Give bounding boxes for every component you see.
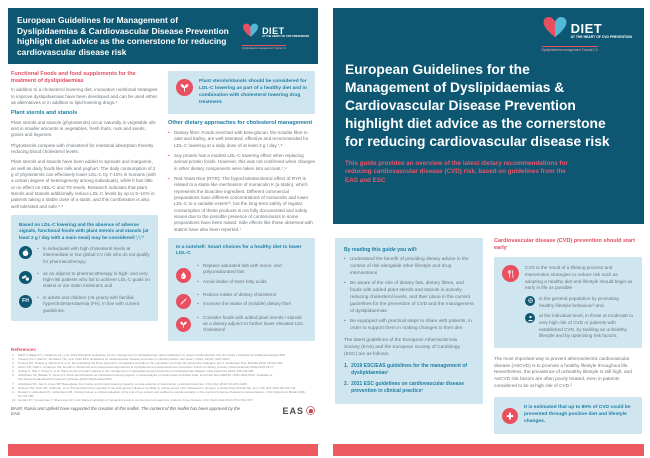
cvd-estimate-text: It is estimated that up to 80% of CVD could be prevented through positive diet and lifestyle changes.: [524, 405, 631, 425]
main-subtitle: This guide provides an overview of the latest dietary recommendations for reducing cardiovascular disease (CVD) risk, based on guidelines from the EAS and ESC: [345, 159, 568, 185]
diet-logo: [542, 16, 632, 52]
cvd-prevention-heading: Cardiovascular disease (CVD) prevention should start early: [494, 238, 635, 252]
nutshell-box: [168, 238, 315, 341]
nutshell-item: • Avoid intake of trans fatty acids: [197, 279, 307, 285]
left-page: [8, 8, 318, 456]
cvd-lifelong-text: CVD is the result of a lifelong process and intervention strategies to reduce risk such as adopting a healthy diet and lifestyle should begin as early in life as possible: [525, 265, 633, 291]
diet-logo: [242, 23, 309, 50]
sponsor-note: BASF, Raisio and Upfield have supported the creation of this leaflet. The content of this leaflet has been approved by the EAS.: [11, 405, 240, 416]
tomato-icon: [19, 246, 32, 259]
eas-logo-text: EAS: [282, 405, 304, 416]
heart-logo-icon: [542, 16, 568, 44]
plant-sterols-paragraph-3: Plant sterols and stanols have been added to spreads and margarine, as well as dairy foods like milk and yoghurt. The daily consumption of 2 g of phytosterols can effectively lower LDL-C by 7-10% in humans (with a certain degree of heterogeneity among individuals), while it has little or no effect on HDL-C and TG levels. Research indicates that plant sterols and stanols additionally reduce LDL-C levels by up to 5–10% in patients taking a stable dose of a statin, and this combination is also well tolerated and safe.⁵,⁶: [11, 159, 156, 209]
nutshell-item: • Increase the intake of (soluble) dietary fibre: [197, 301, 307, 307]
consider-box-intro: Based on LDL-C lowering and the absence of adverse signals, functional foods with plant sterols and stanols (at least 2 g / day with a main meal) may be considered:¹,³,¹¹: [19, 221, 149, 240]
reference-item: AbuMweis SS, Barake R, Jones PJ. Plant sterols/stanols as cholesterol lowering agents: a meta-analysis of randomized controlled trials. Food Nutr Res 2008;52. ISSN 1654-661X. Available at: http://www.foodandnutritionresearch.net/index.php/fnr/article/view/1811: [18, 373, 273, 382]
pills-icon: [19, 271, 32, 284]
references-title: References: [11, 346, 36, 352]
nutshell-item: • Replace saturated fats with mono- and polyunsaturated fats: [197, 263, 307, 276]
consider-item-text: • in adults and children (>6 years) with familial hypercholesterolaemia (FH), in line with current guidelines.: [37, 295, 150, 314]
cvd-lifelong-content: [525, 265, 634, 340]
right-page-bottom-bar: [333, 444, 644, 456]
guide-box-title: By reading this guide you will:: [344, 247, 418, 253]
references-section: [8, 341, 318, 402]
cutlery-icon: [502, 265, 519, 282]
right-page: [333, 8, 644, 456]
reference-item: Gylling H, Plat J, Turley S, et al. Plant sterols and plant stanols in the management of dyslipidaemia and prevention of cardiovascular disease. Atherosclerosis 2014; 232:346-360.: [18, 369, 255, 374]
left-page-header: [8, 8, 318, 64]
eas-emblem-icon: [306, 406, 315, 415]
reference-item: Visseren FLJ, Mach F, Smulders YM, et al. 2021 ESC Guidelines on cardiovascular disease prevention in clinical practice. Eur Heart J 2021; 42(34): 3227-3337.: [18, 357, 231, 362]
left-page-bottom-bar: [8, 444, 318, 456]
soy-protein-bullet: • Soy protein has a modest LDL-C lowering effect when replacing animal protein foods. However, this was not confirmed when changes in other dietary components were taken into account.⁷,⁹: [168, 153, 315, 172]
left-column-1: [11, 71, 158, 341]
left-column-2: [168, 71, 315, 341]
nutshell-item: • Consider foods with added plant sterols / stanols as a dietary adjunct to further lower elevated LDL-cholesterol: [197, 315, 307, 334]
guide-bullet: • Be equipped with practical steps to share with patients, in order to support them in making changes to their diet: [344, 319, 474, 333]
reference-item: Dewell A, Hollenbeck PL, Hollenbeck CB. Clinical review: a critical evaluation of the role of soy protein and isoflavone supplementation in the control of plasma cholesterol concentrations. J Clin Endocrinol Metab 2006; 91:772-780.: [18, 389, 306, 398]
reference-item: Mach F, Baigent C, Catapano AL, et al. 2019 ESC/EAS Guidelines for the management of dyslipidaemias: lipid modification to reduce cardiovascular risk. Eur Heart J 2019;doi:10.1093/eurheartj/ehz455.: [18, 353, 286, 358]
globe-icon: [525, 296, 535, 306]
sprout-icon: [176, 79, 193, 96]
oil-drop-icon: [176, 268, 191, 283]
reference-item: Sirtori CR, Galli C, Anderson JW, Arnoldi A. Nutritional and nutraceutical approaches to dyslipidemia and atherosclerosis prevention: Focus on dietary proteins. Atherosclerosis 2009;203(1):8-17.: [18, 365, 275, 370]
sterols-consider-box: [11, 215, 158, 321]
nutshell-title: In a nutshell: Smart choices for a healthy diet to lower LDL-C: [176, 244, 302, 257]
logo-tagline: AT THE HEART OF CVD PREVENTION: [570, 34, 632, 39]
logo-subtagline: Dyslipidaemia management Tutorial 2.0: [242, 46, 286, 50]
sterols-highlight-box: [168, 71, 315, 114]
functional-foods-paragraph: In addition to a cholesterol lowering diet, innovative nutritional strategies to improve dyslipidaemias have been developed and can be used either as alternatives or in addition to lipid-lowering drugs.⁴: [11, 87, 158, 105]
sprout-icon: [176, 317, 191, 332]
eas-logo: [282, 406, 315, 416]
right-column-2: [494, 238, 642, 434]
person-icon: [525, 313, 535, 323]
plant-sterols-paragraph-2: Phytosterols compete with cholesterol for intestinal absorption thereby reducing blood cholesterol levels.: [11, 142, 154, 155]
plus-icon: [502, 408, 518, 424]
ascvd-paragraph: The most important way to prevent atherosclerotic cardiovascular disease (ASCVD) is to promote a healthy lifestyle throughout life. Nevertheless, the prevalence of unhealthy lifestyle is still high, and ASCVD risk factors are often poorly treated, even in patients considered to be at high risk of CVD.²: [494, 356, 632, 388]
other-approaches-heading: Other dietary approaches for cholesterol management: [168, 120, 313, 127]
nutshell-item: • Reduce intake of dietary cholesterol: [197, 292, 307, 298]
cvd-sub-item: in the general population by promoting healthy lifestyle behaviour³ and: [539, 295, 619, 308]
logo-tagline: AT THE HEART OF CVD PREVENTION: [262, 35, 309, 39]
functional-foods-heading: Functional Foods and food supplements for the treatment of dyslipidaemias: [11, 71, 136, 84]
logo-subtagline: Dyslipidaemia management Tutorial 2.0: [541, 48, 598, 52]
plant-sterols-heading: Plant sterols and stanols: [11, 110, 78, 117]
cvd-lifelong-box: [494, 257, 642, 348]
dietary-fibre-bullet: • Dietary fibre: Foods enriched with beta-glucan, the soluble fibre in oats and barley, are well tolerated, effective and recommended for LDL-C lowering at a daily dose of at least 3 g / day.⁷,⁸: [168, 130, 315, 149]
reference-item: Wolever TM, Tosh SM, Gibbs AL, et al. Physicochemical properties of oat beta-glucan influence its ability to reduce serum LDL cholesterol in humans: a randomized clinical trial. Am J Clin Nutr 2010;92:723-732.: [18, 385, 297, 390]
sterols-highlight-text: Plant sterols/stanols should be considered for LDL-C lowering as part of a healthy diet and in combination with cholesterol lowering drug treatment.: [199, 79, 307, 105]
reference-item: AbuMweis SS, Jew S, Ames NP. Beta-glucan from barley and its lipid lowering capacity: a meta-analysis of randomized, controlled trials. Eur J Clin Nutr 2010; 64:1472-1480.: [18, 381, 248, 386]
guide-overview-box: [335, 238, 483, 404]
wheat-icon: [176, 294, 191, 309]
consider-item-text: • in individuals with high cholesterol levels at intermediate or low global CV risk who do not qualify for pharmacotherapy;: [37, 246, 150, 265]
guideline-item-1: 1. 2019 ESC/EAS guidelines for the management of dyslipidaemias¹: [344, 363, 468, 377]
guideline-item-2: 2. 2021 ESC guidelines on cardiovascular disease prevention in clinical practice²: [344, 381, 465, 395]
reference-item: Gordon RY, Cooperman T, Obermeyer W, et al. Marked variability of monacolin levels in commercial red yeast rice products: buyer beware. Arch Intern Med 2010;170:1722-1727.: [18, 397, 254, 402]
plant-sterols-paragraph-1: Plant sterols and stanols (phytosterols) occur naturally in vegetable oils and in smaller amounts in vegetables, fresh fruits, nuts and seeds, grains and legumes.: [11, 119, 156, 138]
logo-name: DIET: [262, 26, 285, 37]
main-title: European Guidelines for the Management of Dyslipidaemias & Cardiovascular Disease Prevention highlight diet advice as the cornerstone for reducing cardiovascular disease risk: [345, 62, 610, 149]
left-page-title: European Guidelines for Management of Dyslipidaemias & Cardiovascular Disease Prevention highlight diet advice as the cornerstone for reducing cardiovascular disease risk: [17, 15, 229, 57]
guide-outro: The latest guidelines of the European Atherosclerosis Society (EAS) and the European Society of Cardiology (ESC) are as follows:: [344, 337, 460, 357]
right-page-hero: [333, 8, 644, 224]
right-column-1: [335, 238, 483, 434]
reference-item: Cooney MT, Dudina A, Whincup P, et al. Re-evaluating the Rose approach: comparative benefits of the population and high-risk preventive strategies. Eur J Cardiovasc Prev Rehabil 2009; 16:541-549.: [18, 361, 284, 366]
logo-name: DIET: [570, 20, 603, 36]
cvd-sub-item: at the individual level, in those at moderate to very high risk of CVD or patients with established CVD, by tackling an unhealthy lifestyle and by optimising risk factors.: [539, 313, 634, 339]
red-yeast-rice-bullet: • Red Yeast Rice (RYR): The hypocholesterolemic effect of RYR is related to a statin-like mechanism of monacolin K (a statin), which represents the bioactive ingredient. Different commercial preparations have different concentrations of monacolin and lower LDL-C to a variable extent¹⁰, but the long-term safety of regular consumption of these products is not fully documented and safety issues due to the possible presence of contaminants in some preparations have been raised. Side effects like those observed with statins have also been reported.⁷: [168, 176, 315, 233]
cvd-estimate-box: [494, 397, 642, 434]
left-page-footer: [8, 402, 318, 419]
guide-bullet: • Understand the benefit of providing dietary advice in the context of risk alongside other lifestyle and drug interventions: [344, 257, 474, 277]
consider-item-text: • as an adjunct to pharmacotherapy in high- and very high-risk patients who fail to achieve LDL-C goals on statins or are statin intolerant; and: [37, 271, 150, 290]
fh-icon: FH: [19, 295, 32, 308]
heart-logo-icon: [242, 23, 259, 43]
guide-bullet: • Be aware of the role of dietary fats, dietary fibres, and foods with added plant sterols and stanols in actively reducing cholesterol levels, and their place in the current guidelines for the prevention of CVD and the management of dyslipidaemias: [344, 281, 474, 315]
